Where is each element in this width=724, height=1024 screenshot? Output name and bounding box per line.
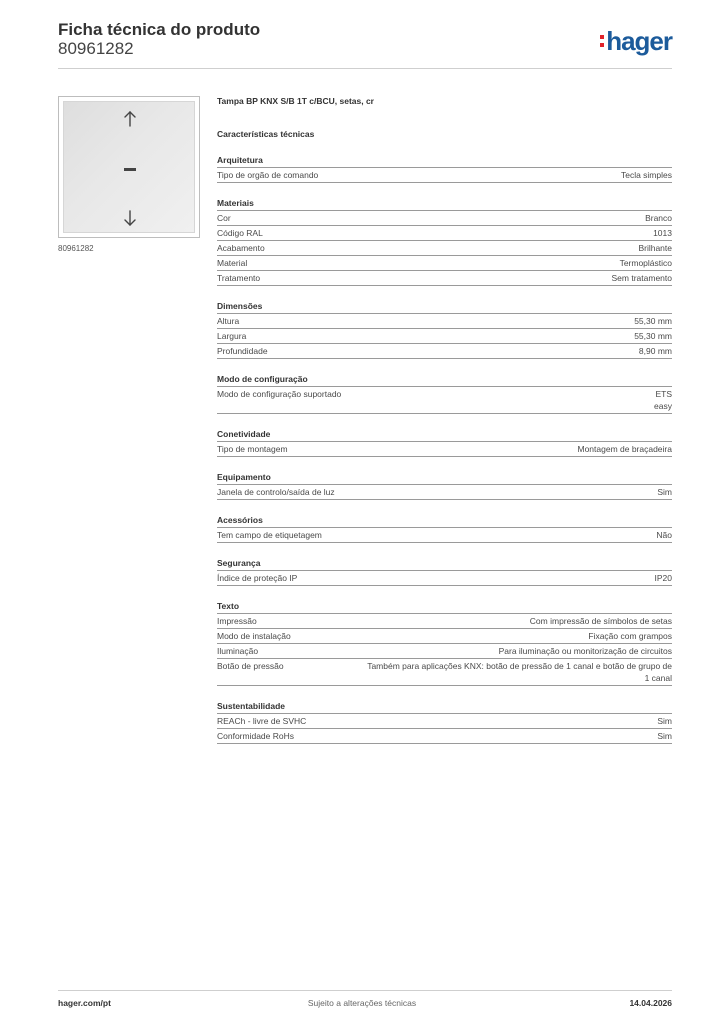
spec-value: Também para aplicações KNX: botão de pressão de 1 canal e botão de grupo de 1 canal	[367, 661, 672, 683]
arrow-up-icon	[125, 112, 135, 126]
spec-value: Montagem de braçadeira	[577, 444, 672, 454]
spec-label: Iluminação	[217, 646, 259, 656]
spec-label: Tratamento	[217, 273, 261, 283]
section-title: Modo de configuração	[217, 373, 672, 387]
document-title: Ficha técnica do produto	[58, 20, 261, 39]
spec-value: IP20	[654, 573, 672, 583]
spec-section	[217, 557, 672, 586]
spec-row	[217, 528, 672, 543]
spec-row	[217, 387, 672, 414]
spec-value: Sim	[657, 487, 672, 497]
spec-label: Índice de proteção IP	[217, 573, 298, 583]
footer-website-link[interactable]: hager.com/pt	[58, 998, 111, 1008]
spec-row	[217, 271, 672, 286]
spec-row	[217, 256, 672, 271]
section-title: Acessórios	[217, 514, 672, 528]
features-heading: Características técnicas	[217, 129, 315, 139]
spec-value: Com impressão de símbolos de setas	[529, 616, 672, 626]
section-title: Dimensões	[217, 300, 672, 314]
spec-section	[217, 154, 672, 183]
spec-value: Branco	[645, 213, 672, 223]
arrow-down-icon	[125, 211, 135, 225]
section-title: Sustentabilidade	[217, 700, 672, 714]
spec-value: Não	[656, 530, 672, 540]
section-title: Materiais	[217, 197, 672, 211]
spec-value: Brilhante	[638, 243, 672, 253]
spec-section	[217, 373, 672, 414]
hager-logo[interactable]	[600, 26, 672, 56]
section-title: Equipamento	[217, 471, 672, 485]
header-divider	[58, 68, 672, 69]
spec-value: ETS easy	[654, 389, 672, 411]
spec-label: Altura	[217, 316, 240, 326]
product-symbols	[64, 102, 196, 234]
spec-value: Tecla simples	[620, 170, 672, 180]
spec-label: Tipo de montagem	[217, 444, 288, 454]
spec-row	[217, 571, 672, 586]
spec-row	[217, 226, 672, 241]
footer-date: 14.04.2026	[629, 998, 672, 1008]
product-code: 80961282	[58, 39, 134, 58]
spec-label: Acabamento	[217, 243, 265, 253]
spec-label: Impressão	[217, 616, 257, 626]
spec-row	[217, 442, 672, 457]
spec-label: Tipo de orgão de comando	[217, 170, 319, 180]
spec-section	[217, 471, 672, 500]
spec-section	[217, 600, 672, 686]
section-title: Segurança	[217, 557, 672, 571]
spec-value: Para iluminação ou monitorização de circuitos	[498, 646, 672, 656]
spec-row	[217, 211, 672, 226]
spec-row	[217, 644, 672, 659]
spec-section	[217, 700, 672, 744]
spec-section	[217, 197, 672, 286]
spec-label: Janela de controlo/saída de luz	[217, 487, 335, 497]
spec-label: Botão de pressão	[217, 661, 284, 671]
spec-label: Largura	[217, 331, 247, 341]
spec-section	[217, 514, 672, 543]
spec-label: Modo de instalação	[217, 631, 291, 641]
spec-row	[217, 714, 672, 729]
spec-label: Cor	[217, 213, 231, 223]
spec-label: Código RAL	[217, 228, 263, 238]
spec-label: Profundidade	[217, 346, 268, 356]
section-title: Texto	[217, 600, 672, 614]
spec-label: Material	[217, 258, 248, 268]
spec-value: 8,90 mm	[638, 346, 672, 356]
spec-value: 55,30 mm	[634, 316, 672, 326]
spec-sections	[217, 154, 672, 744]
spec-label: Modo de configuração suportado	[217, 389, 342, 399]
section-title: Conetividade	[217, 428, 672, 442]
spec-label: Tem campo de etiquetagem	[217, 530, 322, 540]
spec-row	[217, 241, 672, 256]
image-caption: 80961282	[58, 244, 94, 253]
logo-text: hager	[606, 26, 672, 56]
spec-row	[217, 168, 672, 183]
footer-divider	[58, 990, 672, 991]
spec-section	[217, 428, 672, 457]
spec-row	[217, 729, 672, 744]
spec-row	[217, 314, 672, 329]
spec-section	[217, 300, 672, 359]
spec-value: 55,30 mm	[634, 331, 672, 341]
spec-value: Fixação com grampos	[588, 631, 672, 641]
spec-value: Sem tratamento	[611, 273, 672, 283]
product-image	[58, 96, 200, 238]
spec-value: Sim	[657, 716, 672, 726]
spec-row	[217, 485, 672, 500]
spec-value: Termoplástico	[619, 258, 672, 268]
spec-row	[217, 344, 672, 359]
spec-row	[217, 659, 672, 686]
section-title: Arquitetura	[217, 154, 672, 168]
footer-notice: Sujeito a alterações técnicas	[307, 998, 417, 1008]
product-face	[63, 101, 195, 233]
minus-icon	[124, 168, 136, 171]
product-name: Tampa BP KNX S/B 1T c/BCU, setas, cr	[217, 96, 374, 106]
spec-row	[217, 614, 672, 629]
spec-value: Sim	[657, 731, 672, 741]
spec-row	[217, 329, 672, 344]
spec-value: 1013	[653, 228, 672, 238]
spec-label: Conformidade RoHs	[217, 731, 295, 741]
logo-dots-icon	[600, 35, 604, 47]
spec-row	[217, 629, 672, 644]
technical-specs	[217, 96, 672, 744]
spec-label: REACh - livre de SVHC	[217, 716, 307, 726]
